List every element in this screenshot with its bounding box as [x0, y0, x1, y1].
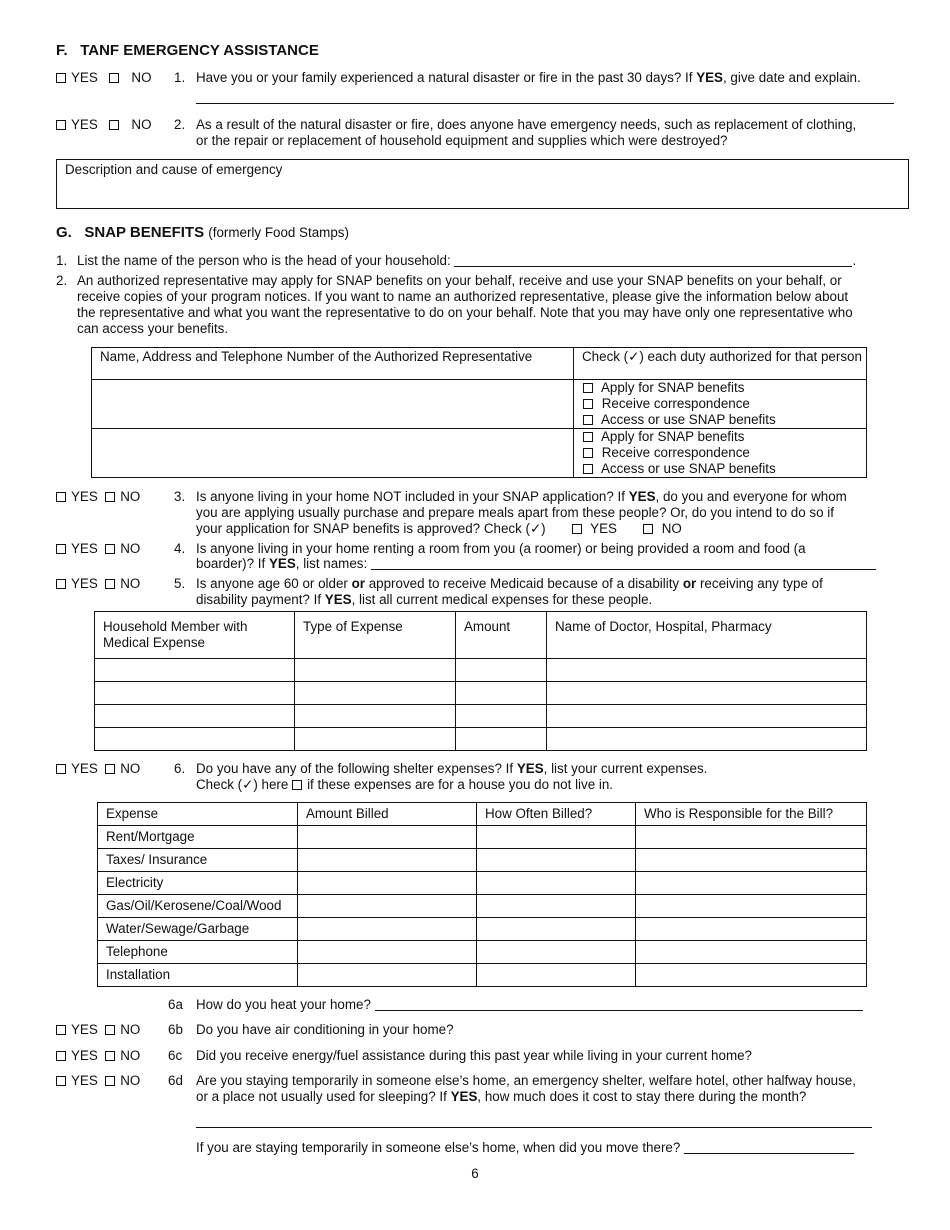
g-q5-yes-checkbox[interactable]: [56, 579, 66, 589]
g-q3-intend-no-label: NO: [661, 521, 682, 536]
page-number: 6: [471, 1166, 479, 1181]
g-q4-l2a: boarder)? If: [196, 556, 269, 571]
yes-label: YES: [71, 1073, 98, 1088]
cell[interactable]: [636, 918, 867, 941]
no-label: NO: [120, 576, 141, 591]
expense-label: Telephone: [98, 941, 298, 964]
yes-label: YES: [71, 489, 98, 504]
cell[interactable]: [298, 872, 477, 895]
f-q1-no-checkbox[interactable]: [109, 73, 119, 83]
g-q6d-yesno: [56, 1073, 140, 1088]
yes-label: YES: [71, 541, 98, 556]
medical-header-type: Type of Expense: [295, 612, 456, 659]
heat-home-field[interactable]: [375, 998, 863, 1011]
shelter-expense-table: [97, 802, 867, 987]
g-q3-intend-yes-checkbox[interactable]: [572, 524, 582, 534]
g-item2-line2: receive copies of your program notices. If you want to name an authorized representative, please give the information below about: [77, 289, 849, 304]
duty-correspondence-checkbox[interactable]: [583, 399, 593, 409]
g-q6-l1a: Do you have any of the following shelter expenses? If: [196, 761, 517, 776]
cell[interactable]: [456, 659, 547, 682]
medical-header-member: Household Member with Medical Expense: [95, 612, 295, 659]
table-row: [95, 728, 867, 751]
g-q3-number: 3.: [174, 489, 186, 504]
expense-label: Rent/Mortgage: [98, 826, 298, 849]
g-q6a-label: How do you heat your home?: [196, 997, 371, 1012]
cost-answer-line[interactable]: [196, 1127, 872, 1128]
g-q6-number: 6.: [174, 761, 186, 776]
f-q1-number: 1.: [174, 70, 186, 85]
yes-label: YES: [71, 576, 98, 591]
g-q3-intend-no-checkbox[interactable]: [643, 524, 653, 534]
g-q3-intend-yes-label: YES: [590, 521, 617, 536]
duty-access-label: Access or use SNAP benefits: [600, 412, 776, 427]
cell[interactable]: [477, 918, 636, 941]
not-live-in-checkbox[interactable]: [292, 780, 302, 790]
duty-correspondence-label: Receive correspondence: [601, 445, 750, 460]
g-q6b-number: 6b: [168, 1022, 183, 1037]
cell[interactable]: [636, 826, 867, 849]
duty-access-checkbox[interactable]: [583, 464, 593, 474]
g-q5-l1c: approved to receive Medicaid because of a disability: [365, 576, 683, 591]
g-q6d-l2a: or a place not usually used for sleeping? If: [196, 1089, 451, 1104]
no-label: NO: [120, 541, 141, 556]
cell[interactable]: [636, 941, 867, 964]
g-q6a-number: 6a: [168, 997, 183, 1012]
g-q5-l1b: or: [351, 576, 365, 591]
f-q1-answer-line[interactable]: [196, 103, 894, 104]
shelter-header-amount: Amount Billed: [298, 803, 477, 826]
cell[interactable]: [95, 705, 295, 728]
section-g-title: SNAP BENEFITS: [84, 224, 205, 241]
g-q6d-l2c: , how much does it cost to stay there during the month?: [477, 1089, 807, 1104]
duty-apply-label: Apply for SNAP benefits: [600, 429, 745, 444]
g-q5-number: 5.: [174, 576, 186, 591]
g-q5-l2b: YES: [324, 592, 352, 607]
g-q6-no-checkbox[interactable]: [105, 764, 115, 774]
cell[interactable]: [477, 941, 636, 964]
g-q6d-line1: Are you staying temporarily in someone else’s home, an emergency shelter, welfare hotel, other halfway house,: [196, 1073, 856, 1088]
cell[interactable]: [547, 705, 867, 728]
yes-label: YES: [71, 117, 98, 132]
cell[interactable]: [298, 849, 477, 872]
g-q4-yesno: [56, 541, 140, 556]
rep-table-header-duties: Check (✓) each duty authorized for that person: [574, 348, 867, 380]
f-q1-text-a: Have you or your family experienced a natural disaster or fire in the past 30 days? If: [196, 70, 697, 85]
no-label: NO: [120, 761, 141, 776]
g-q6c-no-checkbox[interactable]: [105, 1051, 115, 1061]
g-q6c-text: Did you receive energy/fuel assistance during this past year while living in your current home?: [196, 1048, 752, 1063]
table-row: [95, 682, 867, 705]
section-g-letter: G.: [56, 224, 72, 241]
table-row: [95, 705, 867, 728]
duty-access-checkbox[interactable]: [583, 415, 593, 425]
cell[interactable]: [477, 895, 636, 918]
cell[interactable]: [295, 682, 456, 705]
no-label: NO: [120, 1048, 141, 1063]
cell[interactable]: [456, 705, 547, 728]
f-q2-no-checkbox[interactable]: [109, 120, 119, 130]
duty-apply: [583, 380, 866, 396]
f-q1-yes-checkbox[interactable]: [56, 73, 66, 83]
g-q3-line1: [196, 489, 847, 504]
expense-label: Gas/Oil/Kerosene/Coal/Wood: [98, 895, 298, 918]
rep-info-cell-2[interactable]: [92, 429, 574, 478]
g-item1-number: 1.: [56, 253, 68, 268]
g-item2-line3: the representative and what you want the representative to do on your behalf. Note that you may have only one representative who: [77, 305, 853, 320]
duty-access: [583, 461, 866, 477]
cell[interactable]: [636, 964, 867, 987]
table-row: [98, 849, 867, 872]
g-q3-l1b: YES: [628, 489, 656, 504]
g-q3-l3: your application for SNAP benefits is approved? Check (✓): [196, 521, 546, 536]
g-q6b-yesno: [56, 1022, 140, 1037]
g-q6-l2b: if these expenses are for a house you do not live in.: [307, 777, 614, 792]
g-q6d-l3: If you are staying temporarily in someone else’s home, when did you move there?: [196, 1140, 681, 1155]
yes-label: YES: [71, 761, 98, 776]
section-g-heading: [56, 224, 349, 241]
g-q3-l1c: , do you and everyone for whom: [655, 489, 847, 504]
table-row: [98, 895, 867, 918]
expense-label: Installation: [98, 964, 298, 987]
table-row: [98, 918, 867, 941]
g-q5-no-checkbox[interactable]: [105, 579, 115, 589]
g-q4-l2c: , list names:: [295, 556, 368, 571]
g-q4-line2: [196, 556, 876, 571]
duty-correspondence-label: Receive correspondence: [601, 396, 750, 411]
g-q5-l1a: Is anyone age 60 or older: [196, 576, 352, 591]
g-q6b-yes-checkbox[interactable]: [56, 1025, 66, 1035]
cell[interactable]: [295, 659, 456, 682]
medical-header-provider: Name of Doctor, Hospital, Pharmacy: [547, 612, 867, 659]
g-q6-line1: [196, 761, 707, 776]
g-q3-yes-checkbox[interactable]: [56, 492, 66, 502]
cell[interactable]: [298, 941, 477, 964]
table-row: [98, 964, 867, 987]
cell[interactable]: [295, 705, 456, 728]
cell[interactable]: [295, 728, 456, 751]
shelter-header-expense: Expense: [98, 803, 298, 826]
f-q1-yesno: [56, 70, 152, 85]
g-q6-line2: [196, 777, 613, 793]
g-q5-l1e: receiving any type of: [696, 576, 823, 591]
g-q5-l1d: or: [682, 576, 697, 591]
rep-info-cell-1[interactable]: [92, 380, 574, 429]
g-q3-line3: [196, 521, 682, 537]
g-q6d-no-checkbox[interactable]: [105, 1076, 115, 1086]
no-label: NO: [120, 1073, 141, 1088]
cell[interactable]: [547, 728, 867, 751]
g-q5-line1: [196, 576, 823, 591]
cell[interactable]: [477, 826, 636, 849]
cell[interactable]: [547, 659, 867, 682]
authorized-rep-table: [91, 347, 867, 478]
duty-apply-checkbox[interactable]: [583, 383, 593, 393]
f-q2-yesno: [56, 117, 152, 132]
g-q4-number: 4.: [174, 541, 186, 556]
f-q1-bold: YES: [696, 70, 723, 85]
g-q6b-no-checkbox[interactable]: [105, 1025, 115, 1035]
cell[interactable]: [298, 918, 477, 941]
yes-label: YES: [71, 70, 98, 85]
g-q6c-yes-checkbox[interactable]: [56, 1051, 66, 1061]
yes-label: YES: [71, 1022, 98, 1037]
table-row: [98, 826, 867, 849]
g-q5-yesno: [56, 576, 140, 591]
g-q6b-text: Do you have air conditioning in your home?: [196, 1022, 454, 1037]
no-label: NO: [131, 70, 152, 85]
expense-label: Water/Sewage/Garbage: [98, 918, 298, 941]
duty-apply: [583, 429, 866, 445]
cell[interactable]: [95, 728, 295, 751]
g-q4-l2b: YES: [268, 556, 296, 571]
section-f-title: TANF EMERGENCY ASSISTANCE: [80, 42, 319, 59]
duty-correspondence: [583, 396, 866, 412]
duty-apply-checkbox[interactable]: [583, 432, 593, 442]
table-row: [95, 659, 867, 682]
medical-expense-table: [94, 611, 867, 751]
g-q3-no-checkbox[interactable]: [105, 492, 115, 502]
duty-apply-label: Apply for SNAP benefits: [600, 380, 745, 395]
cell[interactable]: [477, 964, 636, 987]
g-q6a-text: [196, 997, 863, 1012]
section-g-subtitle: (formerly Food Stamps): [208, 225, 349, 240]
cell[interactable]: [477, 872, 636, 895]
cell[interactable]: [636, 849, 867, 872]
no-label: NO: [131, 117, 152, 132]
cell[interactable]: [636, 895, 867, 918]
duty-access-label: Access or use SNAP benefits: [600, 461, 776, 476]
g-item2-line1: An authorized representative may apply for SNAP benefits on your behalf, receive and use your SNAP benefits on your behalf, or: [77, 273, 842, 288]
no-label: NO: [120, 1022, 141, 1037]
table-row: [98, 941, 867, 964]
cell[interactable]: [547, 682, 867, 705]
g-item1-label: List the name of the person who is the head of your household:: [77, 253, 451, 268]
g-q5-line2: [196, 592, 652, 607]
shelter-header-responsible: Who is Responsible for the Bill?: [636, 803, 867, 826]
shelter-header-frequency: How Often Billed?: [477, 803, 636, 826]
g-q6-l2a: Check (✓) here: [196, 777, 289, 792]
g-item2-number: 2.: [56, 273, 68, 288]
rep-duties-cell-2: [574, 429, 867, 478]
g-item1-text: List the name of the person who is the head of your household: .: [77, 253, 857, 268]
cell[interactable]: [456, 682, 547, 705]
g-q6d-yes-checkbox[interactable]: [56, 1076, 66, 1086]
head-of-household-field[interactable]: [454, 254, 852, 267]
cell[interactable]: [456, 728, 547, 751]
g-q3-l1a: Is anyone living in your home NOT included in your SNAP application? If: [196, 489, 629, 504]
emergency-description-label: Description and cause of emergency: [65, 162, 283, 177]
g-q5-l2a: disability payment? If: [196, 592, 325, 607]
g-q6c-number: 6c: [168, 1048, 183, 1063]
move-date-field[interactable]: [684, 1141, 854, 1154]
rep-duties-cell-1: [574, 380, 867, 429]
f-q1-text-b: , give date and explain.: [722, 70, 861, 85]
cell[interactable]: [95, 682, 295, 705]
cell[interactable]: [95, 659, 295, 682]
g-q6-yesno: [56, 761, 140, 776]
f-q2-line2: or the repair or replacement of household equipment and supplies which were destroyed?: [196, 133, 728, 148]
g-q4-no-checkbox[interactable]: [105, 544, 115, 554]
boarder-names-field[interactable]: [371, 557, 876, 570]
g-q6-l1c: , list your current expenses.: [543, 761, 708, 776]
g-q6-l1b: YES: [516, 761, 544, 776]
g-q6c-yesno: [56, 1048, 140, 1063]
table-row: [98, 872, 867, 895]
expense-label: Electricity: [98, 872, 298, 895]
g-item2-line4: can access your benefits.: [77, 321, 229, 336]
g-q4-yes-checkbox[interactable]: [56, 544, 66, 554]
duty-access: [583, 412, 866, 428]
duty-correspondence-checkbox[interactable]: [583, 448, 593, 458]
f-q2-yes-checkbox[interactable]: [56, 120, 66, 130]
g-q5-l2c: , list all current medical expenses for these people.: [351, 592, 653, 607]
f-q2-line1: As a result of the natural disaster or fire, does anyone have emergency needs, such as replacement of clothing,: [196, 117, 857, 132]
no-label: NO: [120, 489, 141, 504]
g-q3-yesno: [56, 489, 140, 504]
medical-header-amount: Amount: [456, 612, 547, 659]
g-q6d-line3: [196, 1140, 854, 1155]
g-q6-yes-checkbox[interactable]: [56, 764, 66, 774]
emergency-description-box[interactable]: [56, 159, 909, 209]
g-q4-line1: Is anyone living in your home renting a room from you (a roomer) or being provided a room and food (a: [196, 541, 806, 556]
cell[interactable]: [298, 826, 477, 849]
f-q1-text: [196, 70, 861, 85]
duty-correspondence: [583, 445, 866, 461]
f-q2-number: 2.: [174, 117, 186, 132]
rep-table-header-name: Name, Address and Telephone Number of the Authorized Representative: [92, 348, 574, 380]
g-q6d-line2: [196, 1089, 806, 1104]
cell[interactable]: [298, 964, 477, 987]
section-f-letter: F.: [56, 42, 68, 59]
cell[interactable]: [298, 895, 477, 918]
g-q6d-l2b: YES: [450, 1089, 478, 1104]
cell[interactable]: [636, 872, 867, 895]
section-f-heading: [56, 42, 319, 59]
g-q6d-number: 6d: [168, 1073, 183, 1088]
cell[interactable]: [477, 849, 636, 872]
yes-label: YES: [71, 1048, 98, 1063]
g-q3-line2: you are applying usually purchase and prepare meals apart from these people? Or, do you intend to do so if: [196, 505, 834, 520]
expense-label: Taxes/ Insurance: [98, 849, 298, 872]
